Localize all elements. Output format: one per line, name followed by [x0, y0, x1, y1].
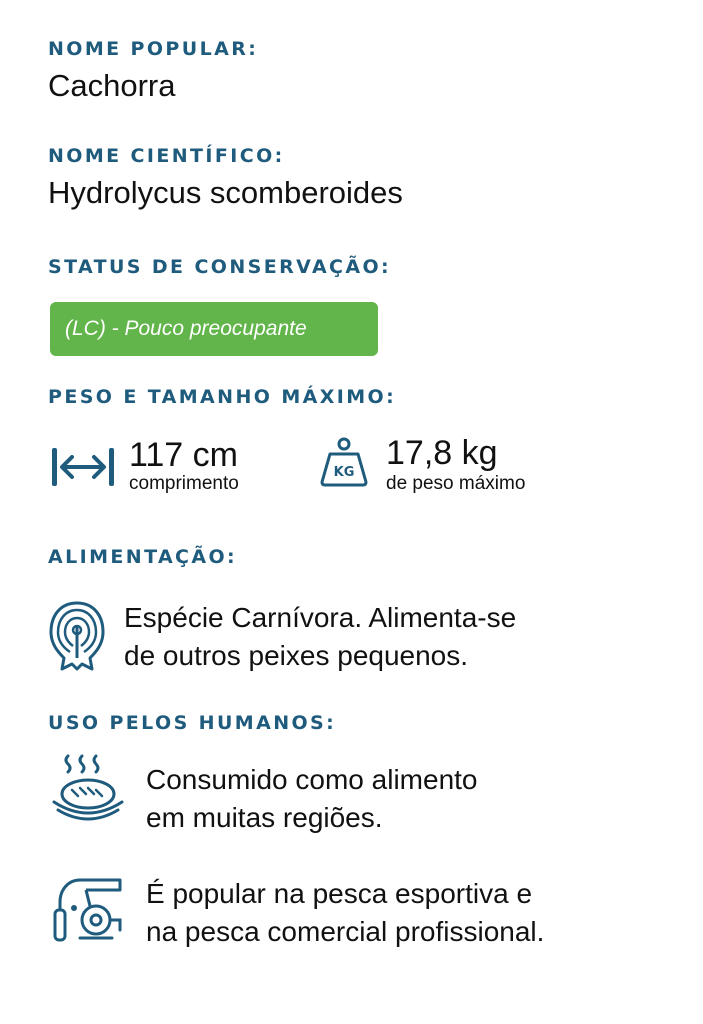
- nome-popular-heading: NOME POPULAR:: [48, 38, 259, 60]
- uso-humanos-section: [48, 712, 336, 734]
- peso-tamanho-heading: PESO E TAMANHO MÁXIMO:: [48, 386, 397, 408]
- weight-kg-icon: [318, 436, 370, 488]
- fish-steak-icon: [48, 600, 106, 672]
- nome-cientifico-section: [48, 145, 403, 211]
- weight-value: 17,8 kg: [386, 434, 498, 472]
- uso-item1-line1: Consumido como alimento: [146, 764, 478, 795]
- nome-popular-section: [48, 38, 258, 104]
- uso-item2-line2: na pesca comercial profissional.: [146, 916, 545, 947]
- length-value: 117 cm: [129, 436, 238, 474]
- peso-tamanho-section: [48, 386, 396, 408]
- weight-icon-text: KG: [333, 465, 355, 480]
- status-section: [48, 256, 391, 278]
- alimentacao-heading: ALIMENTAÇÃO:: [48, 546, 238, 568]
- nome-cientifico-heading: NOME CIENTÍFICO:: [48, 145, 285, 167]
- alimentacao-line2: de outros peixes pequenos.: [124, 640, 469, 671]
- status-badge: (LC) - Pouco preocupante: [50, 302, 378, 356]
- alimentacao-line1: Espécie Carnívora. Alimenta-se: [124, 602, 517, 633]
- alimentacao-section: [48, 546, 237, 568]
- cooked-food-icon: [50, 754, 126, 826]
- uso-item1-line2: em muitas regiões.: [146, 802, 383, 833]
- uso-item2-line1: É popular na pesca esportiva e: [146, 878, 533, 909]
- uso-humanos-heading: USO PELOS HUMANOS:: [48, 712, 337, 734]
- status-heading: STATUS DE CONSERVAÇÃO:: [48, 256, 392, 278]
- length-arrow-icon: [50, 446, 116, 488]
- fishing-reel-icon: [50, 870, 126, 946]
- length-label: comprimento: [129, 473, 239, 494]
- weight-label: de peso máximo: [386, 473, 526, 494]
- nome-cientifico-value: Hydrolycus scomberoides: [48, 175, 403, 210]
- nome-popular-value: Cachorra: [48, 68, 176, 103]
